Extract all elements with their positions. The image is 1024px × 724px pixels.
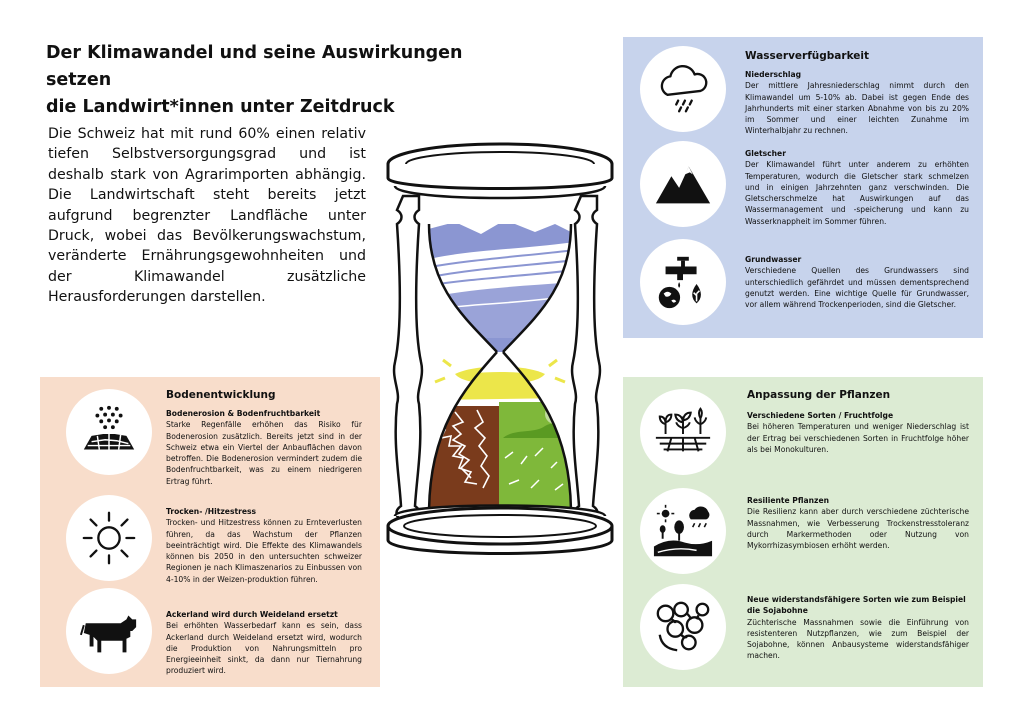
sorten-heading: Verschiedene Sorten / Fruchtfolge [747,411,894,420]
soil-panel [40,377,380,687]
sojabohne-text: Züchterische Massnahmen sowie die Einführung von resistenteren Nutzpflanzen, wie zum Beispiel der Sojabohne, können Anbausysteme widerstandsfähiger machen. [747,617,969,661]
title-line-1: Der Klimawandel und seine Auswirkungen setzen [46,43,463,90]
sorten-text: Bei höheren Temperaturen und weniger Niederschlag ist der Ertrag bei verschiedenen Sorten in Fruchtfolge höher als bei Monokulturen. [747,422,969,454]
bodenerosion-heading: Bodenerosion & Bodenfruchtbarkeit [166,409,321,418]
hourglass-illustration [385,138,615,570]
mountain-icon [640,141,726,227]
cow-icon [66,588,152,674]
bodenerosion-text: Starke Regenfälle erhöhen das Risiko für Bodenerosion zusätzlich. Bereits jetzt sind in der Schweiz etwa ein Viertel der Anbauflächen davon betroffen. Die Bodenerosion vermindert zudem die Bodenfruchtbarkeit, was zu einem niedrigeren Ertrag führt. [166,420,362,486]
grundwasser-heading: Grundwasser [745,255,802,264]
hitzestress-text: Trocken- und Hitzestress können zu Ernteverlusten führen, da das Wachstum der Pflanzen beeinträchtigt wird. Die Effekte des Klimawandels können bis 2050 in den untersuchten schweizer Regionen je nach Klimaszenarios zu Einbussen von 4-10% in der Weizen-produktion führen. [166,518,362,584]
title-line-2: die Landwirt*innen unter Zeitdruck [46,97,395,117]
niederschlag-heading: Niederschlag [745,70,802,79]
water-tap-icon [640,239,726,325]
plants-panel-title: Anpassung der Pflanzen [747,389,891,401]
glacier-scene [425,218,575,358]
grundwasser-section [745,254,969,310]
gletscher-text: Der Klimawandel führt unter anderem zu erhöhten Temperaturen, wodurch die Gletscher stark schmelzen und in einigen Jahrzehnten ganz verschwinden. Die Gletscherschmelze hat Auswirkungen auf das Wassermanagement und -speicherung und kann zu Wasserknappheit im Sommer führen. [745,160,969,226]
rain-cloud-icon [640,46,726,132]
niederschlag-section [745,69,969,137]
hitzestress-heading: Trocken- /Hitzestress [166,507,257,516]
plants-panel [623,377,983,687]
niederschlag-text: Der mittlere Jahresniederschlag nimmt durch den Klimawandel um 5-10% ab. Dabei ist gegen Ende des Jahrhunderts mit einer starken Abnahme von bis zu 20% im Sommer und einer leichten Zunahme im Winterhalbjahr zu rechnen. [745,81,969,136]
resiliente-heading: Resiliente Pflanzen [747,496,830,505]
ackerland-heading: Ackerland wird durch Weideland ersetzt [166,610,338,619]
resiliente-section [747,495,969,551]
gletscher-section [745,148,969,227]
intro-paragraph: Die Schweiz hat mit rund 60% einen relativ tiefen Selbstversorgungsgrad und ist deshalb stark von Agrarimporten abhängig. Die Landwirtschaft steht bereits jetzt aufgrund begrenzter Landfläche unter Druck, wobei das Bevölkerungswachstum, veränderte Ernährungsgewohnheiten und der Klimawandel zusätzliche Herausforderungen darstellen. [48,126,366,306]
soil-panel-title: Bodenentwicklung [166,389,276,401]
sojabohne-section [747,594,969,662]
hitzestress-section [166,506,362,585]
gletscher-heading: Gletscher [745,149,786,158]
ackerland-text: Bei erhöhten Wasserbedarf kann es sein, dass Ackerland durch Weideland ersetzt wird, wodurch die Produktion von Nahrungsmitteln pro Energieeinheit sinkt, da dann nur Tiernahrung produziert wird. [166,621,362,676]
field-scene [425,348,575,518]
bodenerosion-section [166,408,362,487]
soybean-icon [640,584,726,670]
sorten-section [747,410,969,455]
bottom-cap [388,506,612,554]
sojabohne-heading: Neue widerstandsfähigere Sorten wie zum Beispiel die Sojabohne [747,595,966,616]
water-panel [623,37,983,338]
resiliente-text: Die Resilienz kann aber durch verschiedene züchterische Massnahmen, wie Verbesserung Trockenstresstoleranz durch Markermethoden oder Nutzung von Mykorrhizasymbiosen erhöht werden. [747,507,969,551]
landscape-weather-icon [640,488,726,574]
water-panel-title: Wasserverfügbarkeit [745,50,870,62]
ackerland-section [166,609,362,677]
grundwasser-text: Verschiedene Quellen des Grundwassers sind unterschiedlich gefährdet und müssen dementsprechend genutzt werden. Eine wichtige Quelle für Grundwasser, vor allem während Trockenperioden, sind die Gletscher. [745,266,969,310]
crops-icon [640,389,726,475]
page-title [46,40,526,121]
sun-icon [66,495,152,581]
soil-erosion-icon [66,389,152,475]
